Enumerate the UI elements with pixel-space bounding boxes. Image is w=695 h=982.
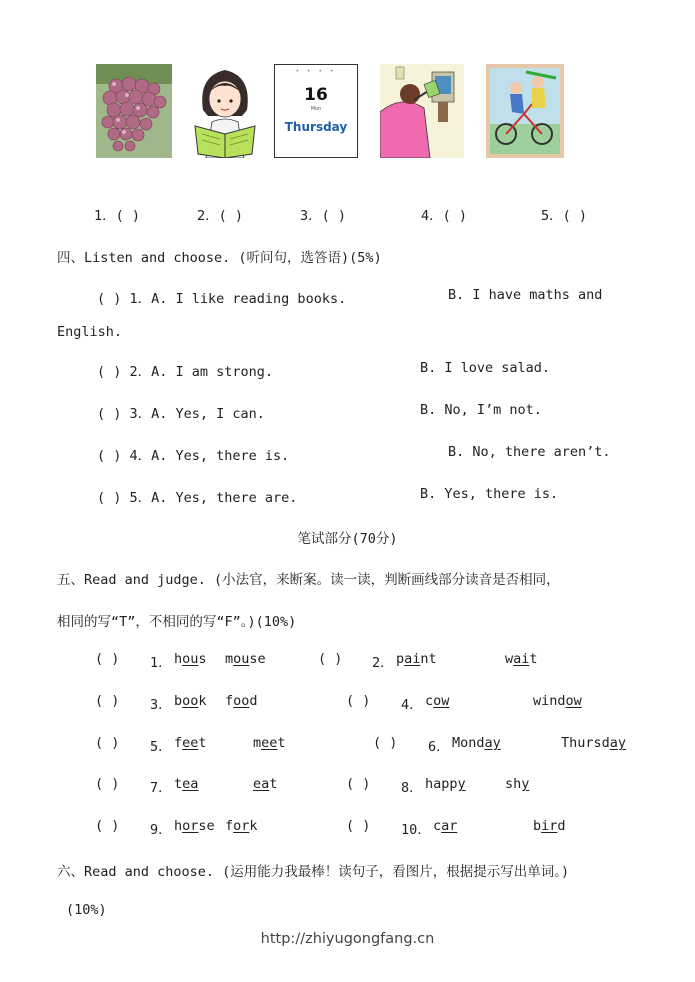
section6-title-line1: 六、Read and choose. (运用能力我最棒！读句子，看图片，根据提示写出单词。) <box>57 864 570 880</box>
s5-word-a-pre: f <box>174 735 183 751</box>
s5-word-a-pre: h <box>174 818 183 834</box>
s5-word-d <box>533 818 566 834</box>
s5-word-b <box>225 693 258 709</box>
s5-paren-left: ( ) <box>95 651 120 667</box>
s5-paren-right: ( ) <box>318 651 343 667</box>
s5-word-b-post: t <box>277 735 286 751</box>
section5-title-line1: 五、Read and judge. (小法官，来断案。读一读，判断画线部分读音是否相同， <box>57 572 560 588</box>
s5-word-c-pre: Mond <box>452 735 485 751</box>
s5-word-b <box>253 735 286 751</box>
s5-word-c-pre: c <box>425 693 434 709</box>
s5-word-d-pre: sh <box>505 776 522 792</box>
s5-word-d <box>505 776 529 792</box>
s4-q4-b: B. No, there aren’t. <box>448 444 611 460</box>
s5-word-b <box>225 818 258 834</box>
s5-word-b-pre: f <box>225 693 234 709</box>
calendar-picture: • • • • 16 Mon Thursday <box>274 64 358 158</box>
s5-num-left: 5． <box>150 739 172 755</box>
s5-word-d <box>533 693 582 709</box>
s5-word-b <box>225 651 266 667</box>
s5-num-left: 9． <box>150 822 172 838</box>
s5-word-c-post: nt <box>420 651 437 667</box>
s4-q2: ( ) 2．A. I am strong. <box>97 364 274 380</box>
s5-word-b-ul: ou <box>233 651 250 667</box>
s5-num-left: 7． <box>150 780 172 796</box>
picture-answer-4: 4．( ) <box>421 208 468 224</box>
calendar-day: 16 <box>304 85 328 105</box>
s5-word-b-ul: ea <box>253 776 270 792</box>
watching-tv-picture <box>380 64 464 158</box>
s5-num-right: 4． <box>401 697 423 713</box>
s5-word-a-ul: ou <box>182 651 199 667</box>
s5-num-right: 8． <box>401 780 423 796</box>
s5-word-a-post: k <box>198 693 207 709</box>
s5-word-d-ul: ir <box>541 818 558 834</box>
section5-title-line2: 相同的写“T”，不相同的写“F”。)(10%) <box>57 614 297 630</box>
picture-answer-3: 3．( ) <box>300 208 347 224</box>
s5-paren-right: ( ) <box>346 818 371 834</box>
s5-word-d-pre: Thursd <box>561 735 610 751</box>
s5-word-d-ul: ay <box>609 735 627 751</box>
section6-title-line2: (10%) <box>66 902 107 918</box>
s4-q1: ( ) 1．A. I like reading books. <box>97 291 347 307</box>
s5-word-d <box>561 735 626 751</box>
picture-answer-5: 5．( ) <box>541 208 588 224</box>
s5-word-a-pre: t <box>174 776 183 792</box>
s5-word-c-ul: ar <box>441 818 458 834</box>
s5-word-c <box>396 651 437 667</box>
picture-answer-2: 2．( ) <box>197 208 244 224</box>
s5-word-b-post: se <box>249 651 266 667</box>
s5-paren-right: ( ) <box>373 735 398 751</box>
s5-word-c-ul: ow <box>433 693 450 709</box>
s5-word-a-ul: or <box>182 818 199 834</box>
s5-word-d-pre: b <box>533 818 542 834</box>
s5-paren-left: ( ) <box>95 776 120 792</box>
s5-word-b-ul: or <box>233 818 250 834</box>
s5-word-a-ul: ee <box>182 735 199 751</box>
s5-word-b-post: k <box>249 818 258 834</box>
s4-q1-b: B. I have maths and <box>448 287 603 303</box>
s5-word-a-ul: ea <box>182 776 199 792</box>
s4-q2-b: B. I love salad. <box>420 360 551 376</box>
s5-word-a-pre: h <box>174 651 183 667</box>
grapes-picture <box>96 64 172 158</box>
written-part-heading: 笔试部分(70分) <box>297 531 398 547</box>
s5-word-a <box>174 776 198 792</box>
s5-word-b <box>253 776 277 792</box>
s5-paren-left: ( ) <box>95 693 120 709</box>
calendar-weekday: Thursday <box>284 120 348 134</box>
s5-word-d-ul: y <box>521 776 530 792</box>
s5-word-c-pre: c <box>433 818 442 834</box>
calendar-small-label: Mon <box>310 106 322 112</box>
s5-word-b-ul: ee <box>261 735 278 751</box>
s5-word-d-pre: w <box>505 651 514 667</box>
s4-q3-b: B. No, I’m not. <box>420 402 542 418</box>
s5-word-d-ul: ow <box>565 693 582 709</box>
s5-num-right: 2． <box>372 655 394 671</box>
riding-bike-picture <box>486 64 564 158</box>
s5-word-c-pre: happ <box>425 776 458 792</box>
s5-word-b-post: t <box>269 776 278 792</box>
s5-word-c-ul: ay <box>484 735 501 751</box>
s5-num-left: 3． <box>150 697 172 713</box>
s5-word-b-post: d <box>249 693 258 709</box>
s5-paren-right: ( ) <box>346 693 371 709</box>
s5-word-a <box>174 693 207 709</box>
footer-url: http://zhiyugongfang.cn <box>260 931 435 947</box>
s4-q1-b-cont: English. <box>57 324 123 340</box>
s5-word-d-pre: wind <box>533 693 566 709</box>
s5-word-a <box>174 818 215 834</box>
s5-num-left: 1． <box>150 655 172 671</box>
s5-word-c <box>452 735 501 751</box>
s5-word-b-pre: m <box>225 651 234 667</box>
s5-word-c-ul: y <box>457 776 466 792</box>
s5-paren-right: ( ) <box>346 776 371 792</box>
s5-word-a-post: se <box>198 818 215 834</box>
s5-word-a-post: s <box>198 651 207 667</box>
s5-word-b-pre: f <box>225 818 234 834</box>
picture-answer-1: 1．( ) <box>94 208 141 224</box>
s5-word-c <box>425 693 449 709</box>
section4-title: 四、Listen and choose. (听问句，选答语)(5%) <box>57 250 382 266</box>
s4-q3: ( ) 3．A. Yes, I can. <box>97 406 265 422</box>
s5-num-right: 6． <box>428 739 450 755</box>
s4-q5-b: B. Yes, there is. <box>420 486 559 502</box>
s5-word-c <box>433 818 457 834</box>
s5-word-d-post: d <box>557 818 566 834</box>
s5-word-a-pre: b <box>174 693 183 709</box>
s5-word-b-pre: m <box>253 735 262 751</box>
s4-q4: ( ) 4．A. Yes, there is. <box>97 448 290 464</box>
s5-paren-left: ( ) <box>95 735 120 751</box>
girl-reading-picture <box>190 64 260 158</box>
s5-word-a-post: t <box>198 735 207 751</box>
s5-word-a <box>174 735 207 751</box>
s5-word-c-ul: ai <box>404 651 421 667</box>
s5-paren-left: ( ) <box>95 818 120 834</box>
s4-q5: ( ) 5．A. Yes, there are. <box>97 490 298 506</box>
s5-num-right: 10． <box>401 822 431 838</box>
s5-word-c <box>425 776 466 792</box>
s5-word-d-post: t <box>529 651 538 667</box>
s5-word-a-ul: oo <box>182 693 199 709</box>
s5-word-d-ul: ai <box>513 651 530 667</box>
s5-word-d <box>505 651 538 667</box>
s5-word-c-pre: p <box>396 651 405 667</box>
s5-word-a <box>174 651 207 667</box>
s5-word-b-ul: oo <box>233 693 250 709</box>
